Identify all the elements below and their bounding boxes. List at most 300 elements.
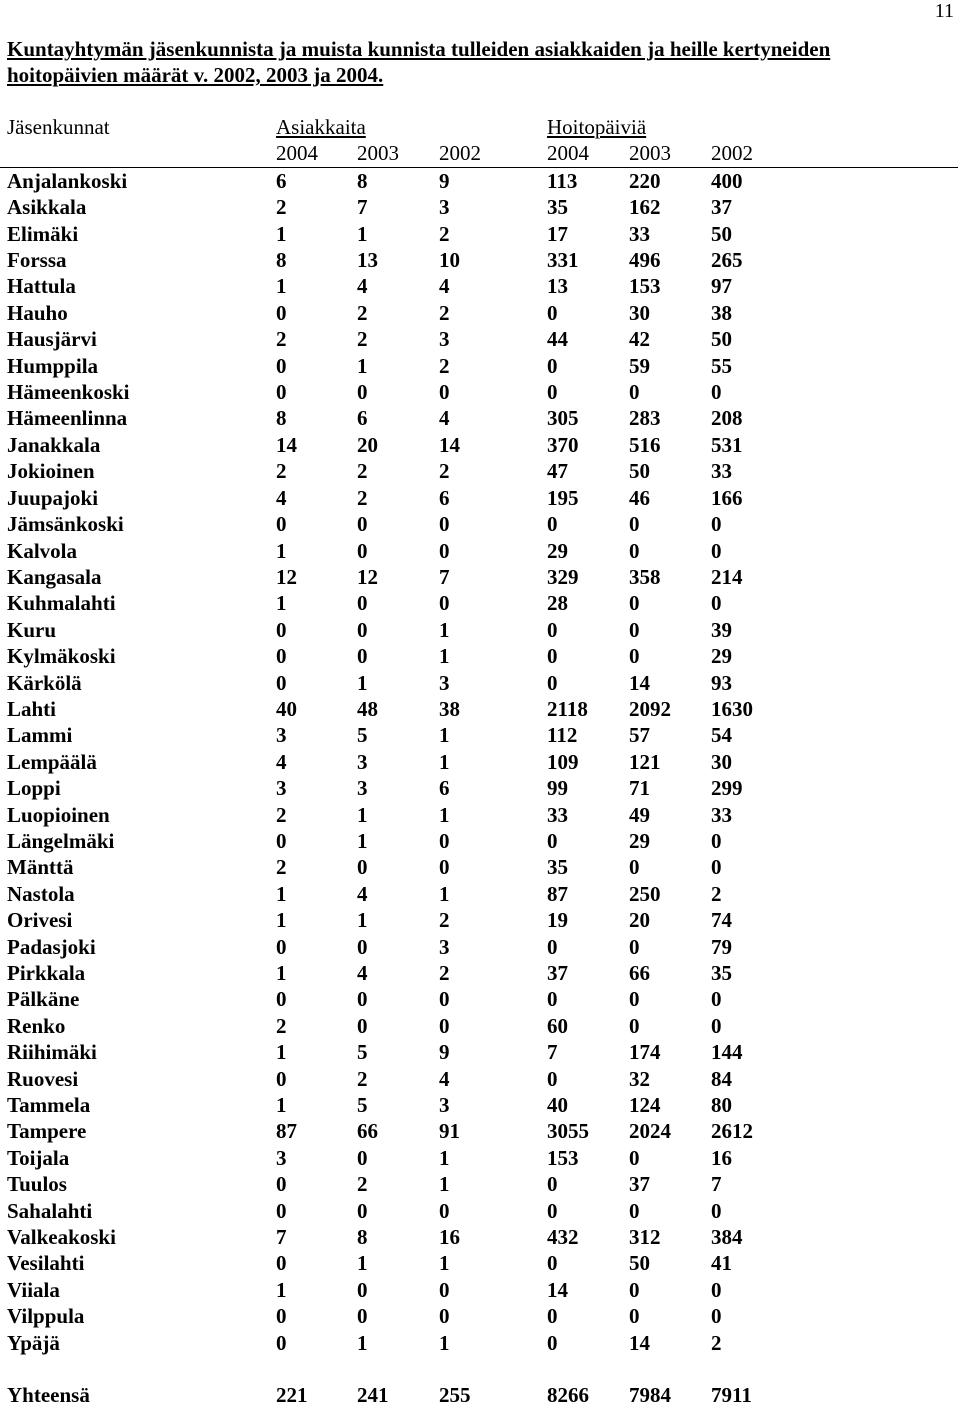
value-cell: 33 xyxy=(711,459,732,484)
value-cell: 312 xyxy=(629,1225,661,1250)
value-cell: 4 xyxy=(439,274,450,299)
value-cell: 66 xyxy=(357,1119,378,1144)
value-cell: 7 xyxy=(276,1225,287,1250)
value-cell: 113 xyxy=(547,168,578,193)
table-row xyxy=(0,1066,958,1092)
value-cell: 14 xyxy=(276,432,297,457)
page-number: 11 xyxy=(934,0,954,22)
table-row xyxy=(0,775,958,801)
table-row xyxy=(0,802,958,828)
value-cell: 1 xyxy=(439,881,450,906)
table-row xyxy=(0,379,958,405)
value-cell: 1 xyxy=(357,221,368,246)
municipality-name: Humppila xyxy=(7,353,99,378)
value-cell: 2 xyxy=(276,802,287,827)
table-row xyxy=(0,986,958,1012)
value-cell: 0 xyxy=(547,670,558,695)
value-cell: 0 xyxy=(629,380,640,405)
value-cell: 0 xyxy=(439,380,450,405)
value-cell: 38 xyxy=(439,696,460,721)
value-cell: 33 xyxy=(711,802,732,827)
value-cell: 8 xyxy=(276,406,287,431)
value-cell: 1 xyxy=(357,1251,368,1276)
table-row xyxy=(0,221,958,247)
value-cell: 0 xyxy=(711,591,722,616)
value-cell: 0 xyxy=(276,617,287,642)
value-cell: 30 xyxy=(629,300,650,325)
value-cell: 79 xyxy=(711,934,732,959)
value-cell: 2 xyxy=(439,961,450,985)
value-cell: 265 xyxy=(711,248,743,273)
value-cell: 1 xyxy=(357,353,368,378)
municipality-name: Jokioinen xyxy=(7,459,95,484)
value-cell: 2 xyxy=(357,300,368,325)
value-cell: 29 xyxy=(629,828,650,853)
value-cell: 0 xyxy=(711,1277,722,1302)
value-cell: 6 xyxy=(439,485,450,510)
value-cell: 3 xyxy=(439,1093,450,1118)
value-cell: 74 xyxy=(711,908,732,933)
value-cell: 1 xyxy=(357,802,368,827)
table-row xyxy=(0,854,958,880)
value-cell: 3 xyxy=(357,776,368,801)
total-cell: 8266 xyxy=(547,1383,589,1408)
value-cell: 54 xyxy=(711,723,732,748)
value-cell: 0 xyxy=(276,1304,287,1329)
value-cell: 121 xyxy=(629,749,661,774)
municipality-name: Viiala xyxy=(7,1277,60,1302)
municipality-name: Forssa xyxy=(7,248,67,273)
value-cell: 1 xyxy=(276,591,287,616)
value-cell: 0 xyxy=(276,934,287,959)
value-cell: 2 xyxy=(357,1172,368,1197)
value-cell: 0 xyxy=(547,380,558,405)
value-cell: 1 xyxy=(276,1040,287,1065)
value-cell: 7 xyxy=(439,564,450,589)
value-cell: 0 xyxy=(439,512,450,537)
municipality-name: Ruovesi xyxy=(7,1066,79,1091)
value-cell: 38 xyxy=(711,300,732,325)
value-cell: 0 xyxy=(276,1172,287,1197)
client-days-table xyxy=(0,114,958,1409)
value-cell: 0 xyxy=(547,1330,558,1355)
value-cell: 32 xyxy=(629,1066,650,1091)
value-cell: 329 xyxy=(547,564,579,589)
table-row xyxy=(0,458,958,484)
value-cell: 0 xyxy=(711,1304,722,1329)
value-cell: 299 xyxy=(711,776,743,801)
value-cell: 1 xyxy=(439,1330,450,1355)
value-cell: 19 xyxy=(547,908,568,933)
spacer-row xyxy=(0,1356,958,1382)
value-cell: 1 xyxy=(276,221,287,246)
value-cell: 44 xyxy=(547,327,568,352)
value-cell: 0 xyxy=(629,1277,640,1302)
municipality-name: Lempäälä xyxy=(7,749,97,774)
year-header: 2004 xyxy=(547,140,629,167)
value-cell: 2 xyxy=(357,459,368,484)
value-cell: 0 xyxy=(276,1330,287,1355)
value-cell: 20 xyxy=(357,432,378,457)
table-body xyxy=(0,167,958,1356)
municipality-name: Kuhmalahti xyxy=(7,591,116,616)
value-cell: 40 xyxy=(276,696,297,721)
value-cell: 0 xyxy=(711,855,722,880)
value-cell: 3 xyxy=(439,327,450,352)
value-cell: 0 xyxy=(629,934,640,959)
value-cell: 144 xyxy=(711,1040,743,1065)
value-cell: 496 xyxy=(629,248,661,273)
table-row xyxy=(0,1039,958,1065)
total-cell: 241 xyxy=(357,1383,389,1408)
value-cell: 1 xyxy=(439,723,450,748)
table-row xyxy=(0,617,958,643)
value-cell: 1 xyxy=(439,1251,450,1276)
table-row xyxy=(0,1013,958,1039)
value-cell: 0 xyxy=(629,855,640,880)
value-cell: 91 xyxy=(439,1119,460,1144)
municipality-name: Anjalankoski xyxy=(7,168,128,193)
value-cell: 2 xyxy=(276,1013,287,1038)
value-cell: 13 xyxy=(357,248,378,273)
value-cell: 16 xyxy=(711,1145,732,1170)
value-cell: 1 xyxy=(276,1093,287,1118)
value-cell: 2 xyxy=(357,327,368,352)
value-cell: 1 xyxy=(439,1145,450,1170)
municipality-name: Riihimäki xyxy=(7,1040,97,1065)
value-cell: 4 xyxy=(357,961,368,985)
value-cell: 93 xyxy=(711,670,732,695)
municipality-name: Renko xyxy=(7,1013,66,1038)
value-cell: 0 xyxy=(276,300,287,325)
table-row xyxy=(0,881,958,907)
value-cell: 0 xyxy=(357,1013,368,1038)
value-cell: 35 xyxy=(711,961,732,985)
table-row xyxy=(0,326,958,352)
value-cell: 0 xyxy=(547,934,558,959)
value-cell: 2 xyxy=(276,327,287,352)
municipality-name: Jämsänkoski xyxy=(7,512,124,537)
value-cell: 4 xyxy=(276,485,287,510)
value-cell: 2 xyxy=(439,353,450,378)
value-cell: 0 xyxy=(547,300,558,325)
value-cell: 0 xyxy=(629,591,640,616)
clients-group-label: Asiakkaita xyxy=(276,115,366,139)
value-cell: 162 xyxy=(629,195,661,220)
municipality-name: Vesilahti xyxy=(7,1251,85,1276)
value-cell: 0 xyxy=(629,512,640,537)
value-cell: 2612 xyxy=(711,1119,753,1144)
table-row xyxy=(0,1171,958,1197)
value-cell: 14 xyxy=(547,1277,568,1302)
value-cell: 12 xyxy=(357,564,378,589)
value-cell: 0 xyxy=(276,828,287,853)
value-cell: 9 xyxy=(439,168,450,193)
value-cell: 174 xyxy=(629,1040,661,1065)
value-cell: 97 xyxy=(711,274,732,299)
municipality-name: Tammela xyxy=(7,1093,91,1118)
value-cell: 3055 xyxy=(547,1119,589,1144)
value-cell: 4 xyxy=(357,881,368,906)
value-cell: 112 xyxy=(547,723,578,748)
table-row xyxy=(0,749,958,775)
value-cell: 0 xyxy=(711,380,722,405)
value-cell: 0 xyxy=(276,353,287,378)
value-cell: 1 xyxy=(439,1172,450,1197)
value-cell: 35 xyxy=(547,195,568,220)
municipality-name: Vilppula xyxy=(7,1304,85,1329)
value-cell: 1 xyxy=(357,828,368,853)
value-cell: 0 xyxy=(357,591,368,616)
table-row xyxy=(0,1303,958,1329)
table-row xyxy=(0,273,958,299)
table-row xyxy=(0,960,958,986)
municipality-name: Elimäki xyxy=(7,221,79,246)
value-cell: 49 xyxy=(629,802,650,827)
document-title: Kuntayhtymän jäsenkunnista ja muista kunnista tulleiden asiakkaiden ja heille kertyneiden hoitopäivien määrät v. 2002, 2003 ja 2004. xyxy=(7,37,831,87)
value-cell: 370 xyxy=(547,432,579,457)
value-cell: 1 xyxy=(439,644,450,669)
value-cell: 1 xyxy=(439,749,450,774)
municipality-name: Hattula xyxy=(7,274,76,299)
total-label: Yhteensä xyxy=(7,1383,90,1408)
municipality-name: Asikkala xyxy=(7,195,87,220)
value-cell: 153 xyxy=(547,1145,579,1170)
municipality-name: Valkeakoski xyxy=(7,1225,116,1250)
table-row xyxy=(0,696,958,722)
value-cell: 42 xyxy=(629,327,650,352)
municipality-name: Kärkölä xyxy=(7,670,82,695)
table-row xyxy=(0,722,958,748)
value-cell: 0 xyxy=(711,538,722,563)
value-cell: 166 xyxy=(711,485,743,510)
clients-group-header xyxy=(276,114,547,140)
value-cell: 28 xyxy=(547,591,568,616)
value-cell: 124 xyxy=(629,1093,661,1118)
value-cell: 0 xyxy=(547,512,558,537)
value-cell: 48 xyxy=(357,696,378,721)
value-cell: 13 xyxy=(547,274,568,299)
value-cell: 84 xyxy=(711,1066,732,1091)
table-row xyxy=(0,1224,958,1250)
municipality-name: Tampere xyxy=(7,1119,87,1144)
value-cell: 0 xyxy=(439,538,450,563)
table-row xyxy=(0,485,958,511)
municipality-name: Nastola xyxy=(7,881,75,906)
value-cell: 4 xyxy=(439,406,450,431)
value-cell: 358 xyxy=(629,564,661,589)
table-row xyxy=(0,1198,958,1224)
value-cell: 0 xyxy=(276,644,287,669)
value-cell: 99 xyxy=(547,776,568,801)
table-row xyxy=(0,353,958,379)
value-cell: 0 xyxy=(439,1304,450,1329)
table-row xyxy=(0,670,958,696)
value-cell: 1 xyxy=(276,1277,287,1302)
total-cell: 7911 xyxy=(711,1383,752,1408)
table-row xyxy=(0,194,958,220)
value-cell: 0 xyxy=(357,1304,368,1329)
table-row xyxy=(0,247,958,273)
table-row xyxy=(0,643,958,669)
value-cell: 109 xyxy=(547,749,579,774)
value-cell: 153 xyxy=(629,274,661,299)
table-row xyxy=(0,1092,958,1118)
municipality-name: Kalvola xyxy=(7,538,78,563)
value-cell: 2 xyxy=(439,459,450,484)
value-cell: 4 xyxy=(439,1066,450,1091)
value-cell: 1 xyxy=(357,908,368,933)
year-header: 2003 xyxy=(629,140,711,167)
total-row xyxy=(0,1382,958,1408)
value-cell: 0 xyxy=(547,1198,558,1223)
municipality-name: Hauho xyxy=(7,300,68,325)
value-cell: 37 xyxy=(629,1172,650,1197)
value-cell: 20 xyxy=(629,908,650,933)
spacer-cell xyxy=(0,1356,958,1382)
value-cell: 14 xyxy=(629,1330,650,1355)
value-cell: 250 xyxy=(629,881,661,906)
table-row xyxy=(0,405,958,431)
value-cell: 41 xyxy=(711,1251,732,1276)
value-cell: 29 xyxy=(547,538,568,563)
value-cell: 6 xyxy=(276,168,287,193)
value-cell: 0 xyxy=(357,512,368,537)
value-cell: 0 xyxy=(547,644,558,669)
value-cell: 0 xyxy=(547,987,558,1012)
value-cell: 0 xyxy=(711,512,722,537)
value-cell: 0 xyxy=(629,617,640,642)
value-cell: 50 xyxy=(629,459,650,484)
value-cell: 37 xyxy=(547,961,568,985)
year-header-row xyxy=(0,140,958,167)
value-cell: 8 xyxy=(357,168,368,193)
value-cell: 1 xyxy=(439,802,450,827)
value-cell: 432 xyxy=(547,1225,579,1250)
value-cell: 400 xyxy=(711,168,743,193)
value-cell: 220 xyxy=(629,168,661,193)
value-cell: 0 xyxy=(276,1198,287,1223)
value-cell: 3 xyxy=(276,776,287,801)
value-cell: 0 xyxy=(439,987,450,1012)
value-cell: 0 xyxy=(357,1145,368,1170)
value-cell: 5 xyxy=(357,723,368,748)
table-row xyxy=(0,907,958,933)
value-cell: 0 xyxy=(439,1198,450,1223)
value-cell: 1 xyxy=(357,670,368,695)
value-cell: 0 xyxy=(357,644,368,669)
municipality-name: Hausjärvi xyxy=(7,327,97,352)
municipality-name: Hämeenlinna xyxy=(7,406,128,431)
value-cell: 66 xyxy=(629,961,650,985)
value-cell: 0 xyxy=(547,828,558,853)
value-cell: 0 xyxy=(629,1198,640,1223)
value-cell: 46 xyxy=(629,485,650,510)
member-municipalities-header: Jäsenkunnat xyxy=(7,115,110,139)
value-cell: 8 xyxy=(357,1225,368,1250)
value-cell: 0 xyxy=(629,1013,640,1038)
value-cell: 1 xyxy=(439,617,450,642)
municipality-name: Ypäjä xyxy=(7,1330,60,1355)
table-row xyxy=(0,300,958,326)
value-cell: 0 xyxy=(276,1251,287,1276)
value-cell: 0 xyxy=(276,670,287,695)
value-cell: 47 xyxy=(547,459,568,484)
days-group-label: Hoitopäiviä xyxy=(547,115,647,139)
value-cell: 1 xyxy=(276,908,287,933)
total-cell: 7984 xyxy=(629,1383,671,1408)
municipality-name: Kangasala xyxy=(7,564,102,589)
value-cell: 14 xyxy=(629,670,650,695)
municipality-name: Pirkkala xyxy=(7,961,86,985)
value-cell: 1 xyxy=(276,274,287,299)
year-header-empty xyxy=(0,140,276,167)
value-cell: 3 xyxy=(276,723,287,748)
value-cell: 0 xyxy=(357,1277,368,1302)
value-cell: 2 xyxy=(357,1066,368,1091)
value-cell: 3 xyxy=(439,670,450,695)
value-cell: 14 xyxy=(439,432,460,457)
value-cell: 50 xyxy=(711,221,732,246)
value-cell: 16 xyxy=(439,1225,460,1250)
table-row xyxy=(0,828,958,854)
table-row xyxy=(0,432,958,458)
value-cell: 2 xyxy=(711,881,722,906)
value-cell: 0 xyxy=(276,1066,287,1091)
value-cell: 4 xyxy=(276,749,287,774)
value-cell: 0 xyxy=(711,1013,722,1038)
value-cell: 3 xyxy=(439,934,450,959)
value-cell: 1630 xyxy=(711,696,753,721)
municipality-name: Lammi xyxy=(7,723,73,748)
value-cell: 331 xyxy=(547,248,579,273)
value-cell: 214 xyxy=(711,564,743,589)
value-cell: 60 xyxy=(547,1013,568,1038)
value-cell: 0 xyxy=(439,855,450,880)
value-cell: 2 xyxy=(276,459,287,484)
table-row xyxy=(0,1250,958,1276)
value-cell: 0 xyxy=(711,987,722,1012)
value-cell: 195 xyxy=(547,485,579,510)
value-cell: 4 xyxy=(357,274,368,299)
value-cell: 0 xyxy=(629,987,640,1012)
table-row xyxy=(0,564,958,590)
value-cell: 0 xyxy=(711,1198,722,1223)
value-cell: 2092 xyxy=(629,696,671,721)
value-cell: 87 xyxy=(276,1119,297,1144)
municipality-name: Tuulos xyxy=(7,1172,67,1197)
value-cell: 71 xyxy=(629,776,650,801)
value-cell: 0 xyxy=(357,1198,368,1223)
value-cell: 0 xyxy=(547,1172,558,1197)
value-cell: 208 xyxy=(711,406,743,431)
value-cell: 10 xyxy=(439,248,460,273)
value-cell: 7 xyxy=(357,195,368,220)
table-row xyxy=(0,511,958,537)
municipality-name: Luopioinen xyxy=(7,802,110,827)
municipality-name: Janakkala xyxy=(7,432,101,457)
value-cell: 29 xyxy=(711,644,732,669)
value-cell: 0 xyxy=(439,591,450,616)
value-cell: 80 xyxy=(711,1093,732,1118)
municipality-name: Orivesi xyxy=(7,908,73,933)
value-cell: 384 xyxy=(711,1225,743,1250)
value-cell: 37 xyxy=(711,195,732,220)
value-cell: 3 xyxy=(357,749,368,774)
value-cell: 1 xyxy=(276,881,287,906)
table-row xyxy=(0,1145,958,1171)
value-cell: 55 xyxy=(711,353,732,378)
